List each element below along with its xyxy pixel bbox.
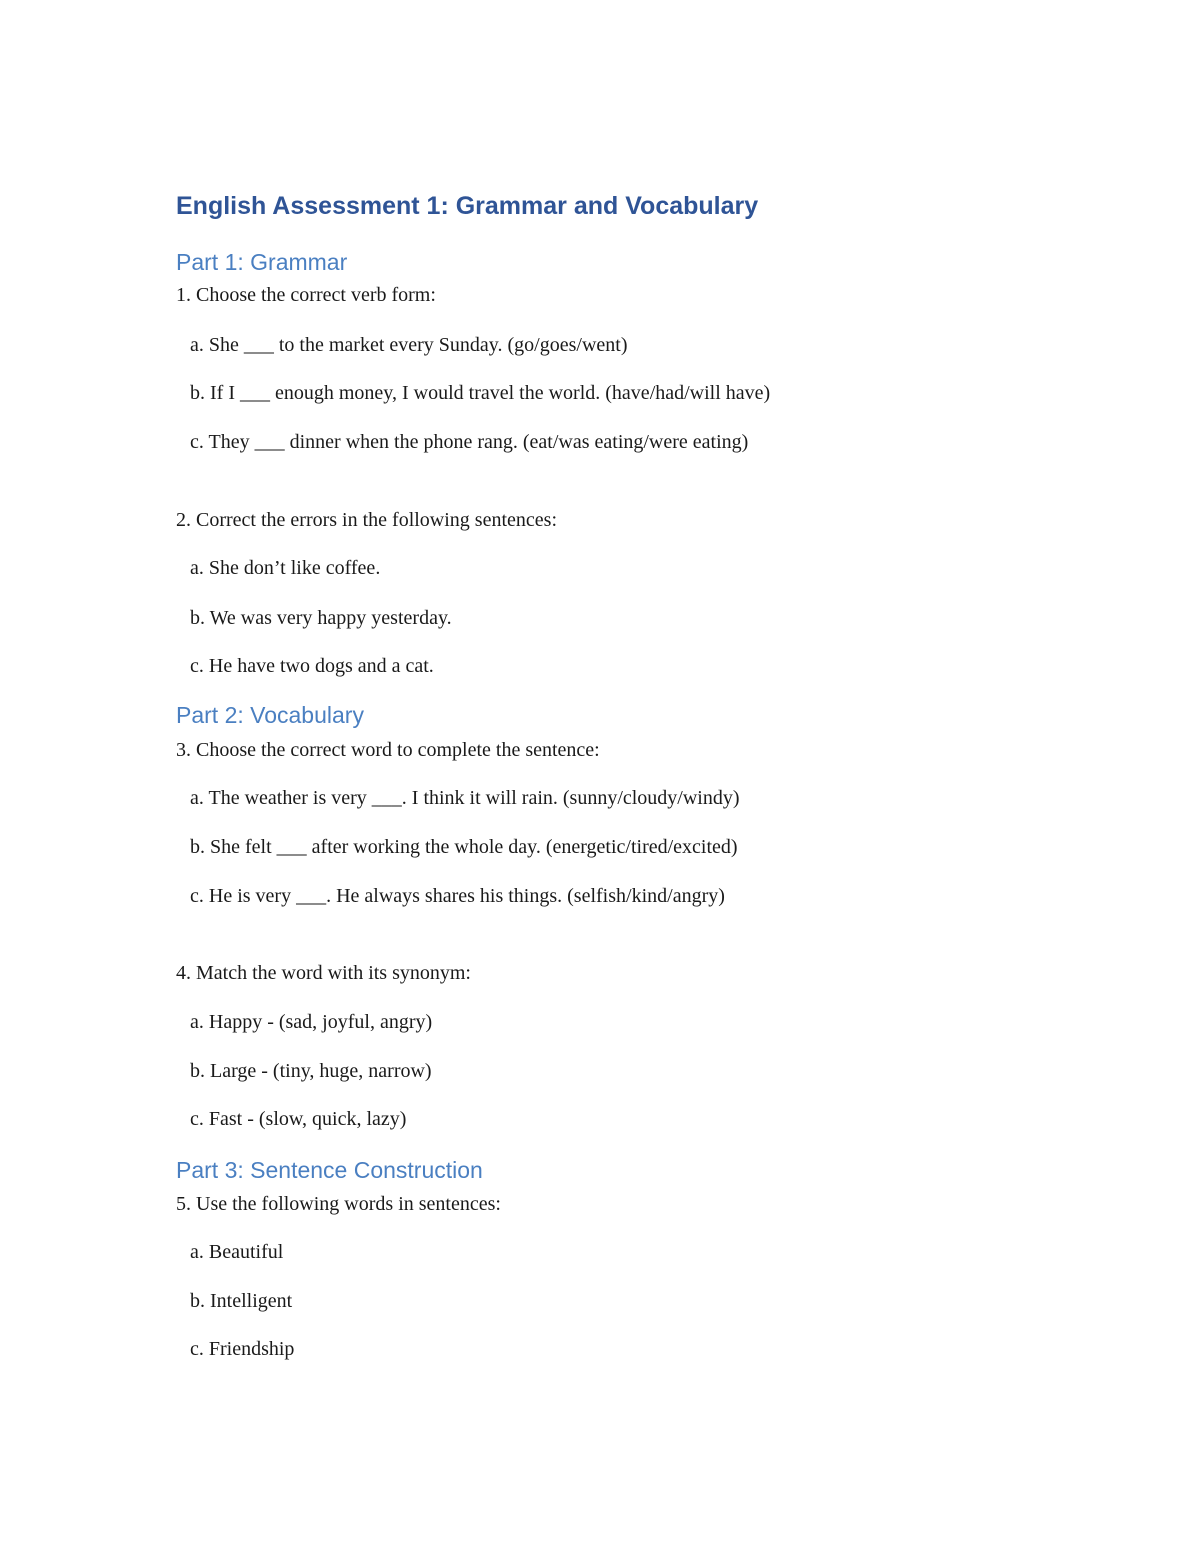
question-1-item-b: b. If I ___ enough money, I would travel the world. (have/had/will have)	[190, 382, 771, 404]
question-2-item-c: c. He have two dogs and a cat.	[190, 655, 434, 677]
question-3-item-c: c. He is very ___. He always shares his things. (selfish/kind/angry)	[190, 885, 725, 907]
question-1-item-a: a. She ___ to the market every Sunday. (go/goes/went)	[190, 334, 628, 356]
question-2-item-a: a. She don’t like coffee.	[190, 557, 381, 579]
part-2-heading: Part 2: Vocabulary	[176, 702, 364, 728]
question-5-item-c: c. Friendship	[190, 1338, 295, 1360]
question-4-item-a: a. Happy - (sad, joyful, angry)	[190, 1011, 433, 1033]
question-1-prompt: 1. Choose the correct verb form:	[176, 284, 436, 306]
question-2-item-b: b. We was very happy yesterday.	[190, 607, 452, 629]
question-4-prompt: 4. Match the word with its synonym:	[176, 962, 471, 984]
part-3-heading: Part 3: Sentence Construction	[176, 1157, 483, 1183]
question-3-item-b: b. She felt ___ after working the whole day. (energetic/tired/excited)	[190, 836, 738, 858]
question-3-item-a: a. The weather is very ___. I think it will rain. (sunny/cloudy/windy)	[190, 787, 740, 809]
document-title: English Assessment 1: Grammar and Vocabulary	[176, 192, 759, 220]
question-5-item-b: b. Intelligent	[190, 1290, 293, 1312]
question-3-prompt: 3. Choose the correct word to complete the sentence:	[176, 739, 600, 761]
question-2-prompt: 2. Correct the errors in the following sentences:	[176, 509, 557, 531]
part-1-heading: Part 1: Grammar	[176, 249, 348, 275]
question-4-item-b: b. Large - (tiny, huge, narrow)	[190, 1060, 432, 1082]
question-5-prompt: 5. Use the following words in sentences:	[176, 1193, 501, 1215]
question-1-item-c: c. They ___ dinner when the phone rang. (eat/was eating/were eating)	[190, 431, 749, 453]
question-5-item-a: a. Beautiful	[190, 1241, 284, 1263]
question-4-item-c: c. Fast - (slow, quick, lazy)	[190, 1108, 407, 1130]
